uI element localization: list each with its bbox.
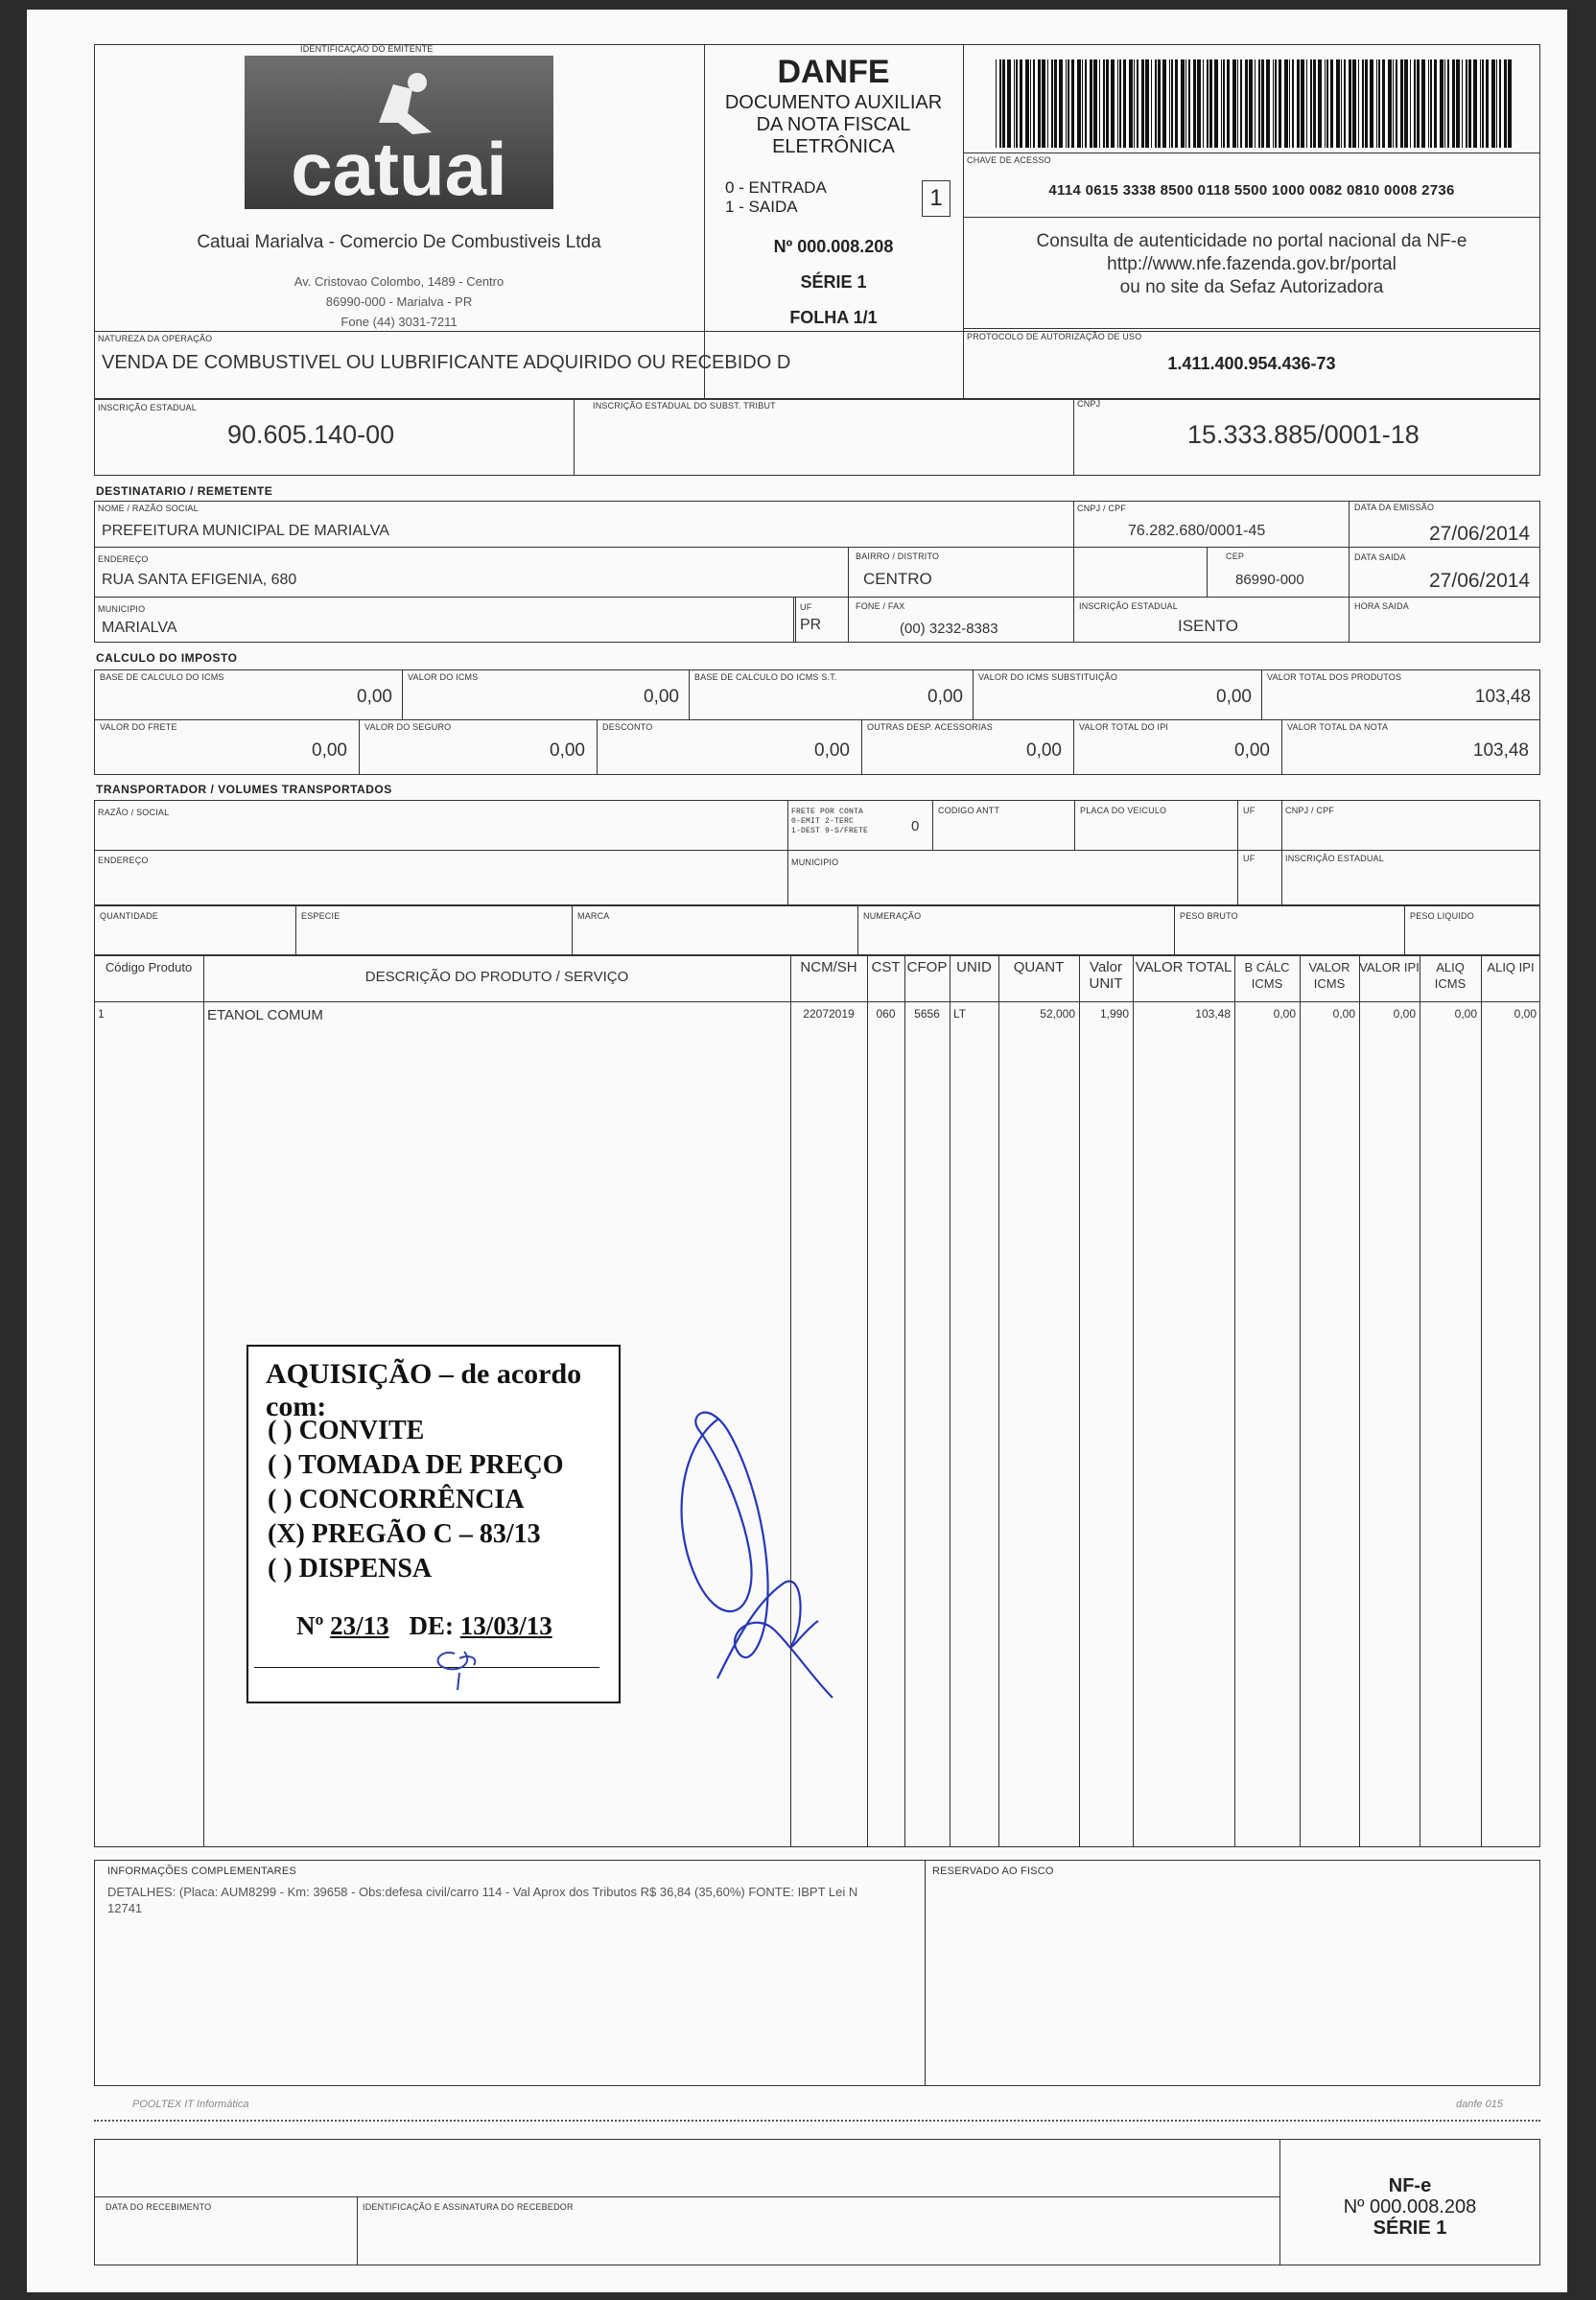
danfe-title: DANFE (777, 54, 890, 90)
barcode-bar (1466, 59, 1467, 148)
barcode-bar (1388, 59, 1392, 148)
barcode-bar (1421, 59, 1425, 148)
barcode-bar (1175, 59, 1178, 148)
barcode-bar (1393, 59, 1394, 148)
barcode-bar (1171, 59, 1173, 148)
barcode-bar (1504, 59, 1507, 148)
barcode-bar (1499, 59, 1501, 148)
barcode-bar (1209, 59, 1212, 148)
dest-endereco: RUA SANTA EFIGENIA, 680 (102, 572, 297, 588)
barcode-bar (1185, 59, 1186, 148)
imposto-label: DESCONTO (602, 722, 653, 732)
barcode-bar (1261, 59, 1264, 148)
imposto-label: BASE DE CALCULO DO ICMS S.T. (694, 672, 837, 682)
table-cell: ETANOL COMUM (207, 1007, 323, 1023)
stamp-pregao: (X) PREGÃO C – 83/13 (268, 1519, 541, 1549)
barcode-bar (1318, 59, 1322, 148)
barcode-bar (1279, 59, 1281, 148)
product-header: UNID (956, 959, 992, 975)
consulta-url[interactable]: http://www.nfe.fazenda.gov.br/portal (1107, 254, 1396, 274)
imposto-label: VALOR TOTAL DA NOTA (1287, 722, 1389, 732)
dest-nome: PREFEITURA MUNICIPAL DE MARIALVA (102, 523, 389, 539)
stamp-title: AQUISIÇÃO – de acordo com: (266, 1358, 582, 1422)
barcode-bar (1137, 59, 1138, 148)
stamp-concorrencia: ( ) CONCORRÊNCIA (268, 1485, 525, 1514)
barcode-bar (1365, 59, 1368, 148)
nf-number: Nº 000.008.208 (773, 237, 894, 256)
protocolo-value: 1.411.400.954.436-73 (1167, 354, 1336, 373)
nf-serie: SÉRIE 1 (800, 272, 867, 292)
barcode-bar (1430, 59, 1432, 148)
barcode-bar (1486, 59, 1489, 148)
barcode-bar (1245, 59, 1248, 148)
operation-type-box: 1 (922, 180, 951, 217)
barcode-bar (1358, 59, 1359, 148)
imposto-value: 0,00 (550, 740, 585, 761)
barcode-bar (1103, 59, 1105, 148)
frete-value: 0 (911, 818, 920, 834)
barcode-bar (1099, 59, 1100, 148)
barcode-bar (1452, 59, 1455, 148)
barcode-bar (1158, 59, 1161, 148)
access-key: 4114 0615 3338 8500 0118 5500 1000 0082 0810 0008 2736 (1048, 182, 1455, 199)
stamp-data: 13/03/13 (459, 1611, 552, 1640)
barcode-bar (1400, 59, 1403, 148)
barcode-bar (1396, 59, 1397, 148)
table-cell: 060 (876, 1007, 896, 1021)
table-cell: 103,48 (1195, 1007, 1231, 1021)
consulta-line-1: Consulta de autenticidade no portal nacional da NF-e (1036, 231, 1467, 251)
protocolo-label: PROTOCOLO DE AUTORIZAÇÃO DE USO (967, 332, 1142, 341)
barcode-bar (1123, 59, 1126, 148)
barcode-bar (1002, 59, 1005, 148)
danfe-subtitle-2: DA NOTA FISCAL (756, 114, 911, 135)
barcode-bar (1014, 59, 1015, 148)
barcode-bar (1038, 59, 1041, 148)
emitter-address: Av. Cristovao Colombo, 1489 - Centro (293, 274, 505, 289)
barcode-bar (1051, 59, 1053, 148)
imposto-value: 103,48 (1474, 687, 1531, 707)
nf-folha: FOLHA 1/1 (789, 308, 878, 327)
emitter-phone: Fone (44) 3031-7211 (340, 315, 458, 329)
reservado-label: RESERVADO AO FISCO (932, 1866, 1054, 1877)
barcode-bar (1341, 59, 1342, 148)
software-footer: POOLTEX IT Informática (132, 2099, 249, 2110)
imposto-value: 0,00 (814, 740, 850, 761)
imposto-label: BASE DE CALCULO DO ICMS (100, 672, 224, 682)
barcode-bar (1181, 59, 1185, 148)
product-header: VALOR TOTAL (1135, 959, 1232, 975)
barcode-bar (1414, 59, 1416, 148)
stub-nfe: NF-e (1388, 2175, 1432, 2196)
barcode-bar (1188, 59, 1190, 148)
info-text: DETALHES: (Placa: AUM8299 - Km: 39658 - Obs:defesa civil/carro 114 - Val Aprox dos Tributos R$ 36,84 (35,60%) FONTE: IBPT Lei N 12741 (107, 1885, 858, 1915)
table-cell: 1,990 (1099, 1007, 1129, 1021)
product-header: DESCRIÇÃO DO PRODUTO / SERVIÇO (364, 969, 629, 985)
barcode-bar (1344, 59, 1346, 148)
imposto-title: CALCULO DO IMPOSTO (96, 651, 238, 665)
barcode-bar (1221, 59, 1222, 148)
dest-cep: 86990-000 (1235, 572, 1304, 588)
volume-label: PESO BRUTO (1180, 911, 1238, 921)
barcode-bar (1141, 59, 1144, 148)
barcode-bar (1284, 59, 1288, 148)
barcode-bar (1404, 59, 1408, 148)
barcode-bar (1237, 59, 1238, 148)
imposto-label: VALOR TOTAL DO IPI (1079, 722, 1169, 732)
emitter-city: 86990-000 - Marialva - PR (325, 294, 473, 309)
dest-saida: 27/06/2014 (1429, 570, 1531, 592)
barcode-bar (1352, 59, 1356, 148)
barcode-bar (1326, 59, 1328, 148)
table-cell: 0,00 (1332, 1007, 1355, 1021)
barcode (996, 59, 1517, 148)
imposto-label: OUTRAS DESP. ACESSORIAS (867, 722, 993, 732)
table-cell: 52,000 (1040, 1007, 1075, 1021)
stamp-numero: 23/13 (330, 1611, 389, 1640)
barcode-bar (1310, 59, 1312, 148)
volume-label: PESO LIQUIDO (1410, 911, 1474, 921)
barcode-bar (1336, 59, 1340, 148)
barcode-bar (1227, 59, 1230, 148)
barcode-bar (1223, 59, 1225, 148)
imposto-value: 0,00 (357, 687, 392, 707)
imposto-value: 0,00 (927, 687, 963, 707)
barcode-bar (1082, 59, 1083, 148)
barcode-bar (1496, 59, 1497, 148)
barcode-bar (1370, 59, 1373, 148)
barcode-bar (1197, 59, 1201, 148)
volume-label: MARCA (577, 911, 610, 921)
barcode-bar (1462, 59, 1463, 148)
table-cell: 0,00 (1273, 1007, 1296, 1021)
barcode-bar (1169, 59, 1170, 148)
barcode-bar (1068, 59, 1069, 148)
product-header: ALIQ IPI (1487, 960, 1535, 974)
barcode-bar (1155, 59, 1157, 148)
cnpj-label: CNPJ (1077, 399, 1101, 409)
ie-value: 90.605.140-00 (227, 420, 395, 449)
barcode-bar (1382, 59, 1385, 148)
cnpj-value: 15.333.885/0001-18 (1187, 420, 1420, 449)
transportador-title: TRANSPORTADOR / VOLUMES TRANSPORTADOS (96, 783, 392, 796)
barcode-bar (999, 59, 1001, 148)
barcode-bar (1214, 59, 1218, 148)
barcode-bar (1129, 59, 1133, 148)
dest-ie: ISENTO (1178, 617, 1238, 635)
barcode-bar (1275, 59, 1277, 148)
natureza-value: VENDA DE COMBUSTIVEL OU LUBRIFICANTE ADQUIRIDO OU RECEBIDO D (102, 352, 791, 373)
product-header: NCM/SH (800, 959, 857, 975)
table-cell: LT (953, 1007, 967, 1021)
barcode-bar (1456, 59, 1460, 148)
barcode-bar (1020, 59, 1022, 148)
imposto-value: 0,00 (644, 687, 679, 707)
barcode-bar (1362, 59, 1364, 148)
imposto-value: 0,00 (1026, 740, 1062, 761)
imposto-value: 103,48 (1472, 740, 1529, 761)
product-header: QUANT (1013, 959, 1065, 975)
barcode-bar (1162, 59, 1166, 148)
barcode-bar (1025, 59, 1029, 148)
barcode-bar (1207, 59, 1209, 148)
barcode-bar (1376, 59, 1377, 148)
imposto-label: VALOR TOTAL DOS PRODUTOS (1267, 672, 1402, 682)
barcode-bar (1077, 59, 1081, 148)
ie-st-label: INSCRIÇÃO ESTADUAL DO SUBST. TRIBUT (593, 401, 776, 411)
barcode-bar (1468, 59, 1471, 148)
barcode-bar (1085, 59, 1087, 148)
barcode-bar (1016, 59, 1018, 148)
barcode-bar (1119, 59, 1121, 148)
saida-option: 1 - SAIDA (725, 198, 798, 216)
barcode-bar (1330, 59, 1333, 148)
barcode-bar (1417, 59, 1420, 148)
barcode-bar (1428, 59, 1429, 148)
barcode-bar (1301, 59, 1304, 148)
product-header: CFOP (906, 959, 948, 975)
emitter-logo (245, 56, 553, 209)
imposto-label: VALOR DO SEGURO (364, 722, 452, 732)
dest-fone: (00) 3232-8383 (900, 621, 998, 637)
barcode-bar (1306, 59, 1307, 148)
product-header: VALOR IPI (1359, 960, 1420, 974)
ie-label: INSCRIÇÃO ESTADUAL (98, 403, 197, 412)
emitter-name: Catuai Marialva - Comercio De Combustiveis Ltda (197, 232, 601, 252)
barcode-bar (1030, 59, 1031, 148)
volume-label: ESPECIE (301, 911, 340, 921)
natureza-label: NATUREZA DA OPERAÇÃO (98, 334, 213, 343)
table-cell: 5656 (914, 1007, 940, 1021)
barcode-bar (1117, 59, 1118, 148)
barcode-bar (1090, 59, 1092, 148)
barcode-bar (1071, 59, 1074, 148)
barcode-bar (1240, 59, 1242, 148)
dest-cnpj: 76.282.680/0001-45 (1128, 523, 1266, 539)
destinatario-title: DESTINATARIO / REMETENTE (96, 484, 273, 498)
entrada-option: 0 - ENTRADA (725, 178, 827, 197)
table-cell: 0,00 (1454, 1007, 1477, 1021)
stub-serie: SÉRIE 1 (1373, 2218, 1447, 2239)
barcode-bar (1093, 59, 1097, 148)
access-key-label: CHAVE DE ACESSO (967, 155, 1051, 165)
imposto-label: VALOR DO ICMS (408, 672, 479, 682)
barcode-bar (1145, 59, 1149, 148)
dest-bairro: CENTRO (863, 570, 932, 588)
barcode-bar (1491, 59, 1495, 148)
danfe-subtitle-1: DOCUMENTO AUXILIAR (724, 92, 943, 113)
product-header: CST (871, 959, 901, 975)
barcode-bar (1007, 59, 1011, 148)
barcode-bar (1249, 59, 1253, 148)
barcode-bar (1066, 59, 1067, 148)
barcode-bar (1033, 59, 1035, 148)
barcode-bar (1434, 59, 1437, 148)
stamp-convite: ( ) CONVITE (268, 1416, 425, 1445)
barcode-bar (1482, 59, 1484, 148)
barcode-bar (1289, 59, 1290, 148)
barcode-bar (1134, 59, 1135, 148)
barcode-bar (1232, 59, 1236, 148)
barcode-bar (1059, 59, 1063, 148)
danfe-document: IDENTIFICAÇÃO DO EMITENTE catuai Catuai Marialva - Comercio De Combustiveis Ltda Av. Cristovao Colombo, 1489 - Centro 86990-000 - Marialva - PR Fone (44) 3031-7211 DANFE DOCUMENTO AUXILIAR DA NOTA FISCAL ELETRÔNICA 0 - ENTRADA 1 - SAIDA 1 Nº 000.008.208 SÉRIE 1 FOLHA 1/1 CHAVE DE ACESSO 4114 0615 3338 8500 0118 5500 1000 0082 0810 0008 2736 Consulta de autenticidade no portal nacional da NF-e http://www.nfe.fazenda.gov.br/portal ou no site da Sefaz Autorizadora NATUREZA DA OPERAÇÃO VENDA DE COMBUSTIVEL OU LUBRIFICANTE ADQUIRIDO OU RECEBIDO D PROTOCOLO DE AUTORIZAÇÃO DE USO 1.411.400.954.436-73 INSCRIÇÃO ESTADUAL 90.605.140-00 INSCRIÇÃO ESTADUAL DO SUBST. TRIBUT CNPJ 15.333.885/0001-18 DESTINATARIO / REMETENTE NOME / RAZÃO SOCIAL PREFEITURA MUNICIPAL DE MARIALVA CNPJ / CPF 76.282.680/0001-45 DATA DA EMISSÃO 27/06/2014 ENDEREÇO RUA SANTA EFIGENIA, 680 BAIRRO / DISTRITO CENTRO CEP 86990-000 DATA SAIDA 27/06/2014 MUNICIPIO MARIALVA UF PR FONE / FAX (00) 3232-8383 INSCRIÇÃO ESTADUAL ISENTO HORA SAIDA CALCULO DO IMPOSTO TRANSPORTADOR / VOLUMES TRANSPORTADOS RAZÃO / SOCIAL FRETE POR CONTA 0-EMIT 2-TERC 1-DEST 9-S/FRETE 0 CODIGO ANTT PLACA DO VEICULO UF CNPJ / CPF ENDEREÇO MUNICIPIO UF INSCRIÇÃO ESTADUAL AQUISIÇÃO – de acordo com: ( ) CONVITE ( ) TOMADA DE PREÇO ( ) CONCORRÊNCIA (X) PREGÃO C – 83/13 ( ) DISPENSA Nº 23/13 DE: 13/03/13 INFORMAÇÕES COMPLEMENTARES DETALHES: (Placa: AUM8299 - Km: 39658 - Obs:defesa civil/carro 114 - Val Aprox dos Tributos R$ 36,84 (35,60%) FONTE: IBPT Lei N 12741 RESERVADO AO FISCO POOLTEX IT Informática danfe 015 DATA DO RECEBIMENTO IDENTIFICAÇÃO E ASSINATURA DO RECEBEDOR NF-e Nº 000.008.208 SÉRIE 1 BASE DE CALCULO DO ICMS 0,00 VALOR DO ICMS 0,00 BASE DE CALCULO DO ICMS S.T. 0,00 VALOR DO ICMS SUBSTITUIÇÃO 0,00 VALOR TOTAL DOS PRODUTOS 103,48 VALOR DO FRETE 0,00 VALOR DO SEGURO 0,00 DESCONTO 0,00 OUTRAS DESP. ACESSORIAS 0,00 VALOR TOTAL DO IPI 0,00 VALOR TOTAL DA NOTA 103,48 QUANTIDADE ESPECIE MARCA NUMERAÇÃO PESO BRUTO PESO LIQUIDO Código Produto DESCRIÇÃO DO PRODUTO / SERVIÇO NCM/SH CST CFOP UNID QUANT Valor UNIT VALOR TOTAL B CÁLC ICMS VALOR ICMS VALOR IPI ALIQ ICMS ALIQ IPI 1 ETANOL COMUM 22072019 060 5656 LT 52,000 1,990 103,48 0,00 0,00 0,00 0,00 0,00 (27, 10, 1567, 2292)
stub-numero: Nº 000.008.208 (1343, 2196, 1477, 2218)
table-cell: 0,00 (1393, 1007, 1416, 1021)
emitter-label: IDENTIFICAÇÃO DO EMITENTE (300, 44, 434, 54)
info-label: INFORMAÇÕES COMPLEMENTARES (107, 1866, 296, 1877)
barcode-bar (1297, 59, 1300, 148)
barcode-bar (1473, 59, 1477, 148)
barcode-bar (1111, 59, 1115, 148)
barcode-bar (1193, 59, 1196, 148)
logo-text: catuai (291, 127, 507, 209)
handwritten-signature (660, 1391, 852, 1707)
barcode-bar (1508, 59, 1512, 148)
barcode-bar (1292, 59, 1294, 148)
barcode-bar (1349, 59, 1351, 148)
product-header: Valor UNIT (1089, 959, 1123, 992)
frete-por-conta: FRETE POR CONTA 0-EMIT 2-TERC 1-DEST 9-S/FRETE (791, 808, 869, 835)
barcode-bar (1378, 59, 1380, 148)
imposto-value: 0,00 (1234, 740, 1270, 761)
barcode-bar (1106, 59, 1109, 148)
dest-municipio: MARIALVA (102, 620, 177, 636)
dest-uf: PR (800, 617, 822, 633)
barcode-bar (1203, 59, 1204, 148)
product-header: ALIQ ICMS (1434, 960, 1467, 991)
barcode-bar (1440, 59, 1443, 148)
product-header: Código Produto (105, 960, 193, 974)
danfe-subtitle-3: ELETRÔNICA (772, 136, 895, 157)
stamp-dispensa: ( ) DISPENSA (268, 1554, 433, 1584)
imposto-label: VALOR DO FRETE (100, 722, 177, 732)
barcode-bar (1273, 59, 1274, 148)
product-header: VALOR ICMS (1308, 960, 1350, 991)
stamp-initials-signature (421, 1634, 488, 1692)
danfe-footer: danfe 015 (1456, 2099, 1503, 2110)
barcode-bar (1480, 59, 1481, 148)
volume-label: NUMERAÇÃO (863, 911, 922, 921)
imposto-value: 0,00 (1216, 687, 1252, 707)
product-header: B CÁLC ICMS (1244, 960, 1290, 991)
volume-label: QUANTIDADE (100, 911, 159, 921)
acquisition-stamp: AQUISIÇÃO – de acordo com: ( ) CONVITE ( ) TOMADA DE PREÇO ( ) CONCORRÊNCIA (X) PREGÃO C – 83/13 ( ) DISPENSA Nº 23/13 DE: 13/03/13 (246, 1345, 621, 1703)
dest-emissao: 27/06/2014 (1429, 523, 1531, 545)
table-cell: 22072019 (803, 1007, 855, 1021)
barcode-bar (1054, 59, 1057, 148)
barcode-bar (1444, 59, 1445, 148)
imposto-label: VALOR DO ICMS SUBSTITUIÇÃO (978, 672, 1118, 682)
barcode-bar (1410, 59, 1411, 148)
table-cell: 1 (98, 1007, 105, 1021)
barcode-bar (1255, 59, 1256, 148)
consulta-line-3: ou no site da Sefaz Autorizadora (1119, 277, 1384, 297)
barcode-bar (1047, 59, 1048, 148)
barcode-bar (1447, 59, 1449, 148)
barcode-bar (996, 59, 997, 148)
stamp-tomada: ( ) TOMADA DE PREÇO (268, 1450, 564, 1480)
barcode-bar (1266, 59, 1270, 148)
barcode-bar (1313, 59, 1316, 148)
barcode-bar (1042, 59, 1045, 148)
barcode-bar (1151, 59, 1152, 148)
table-cell: 0,00 (1514, 1007, 1537, 1021)
barcode-bar (1325, 59, 1326, 148)
barcode-bar (1258, 59, 1260, 148)
imposto-value: 0,00 (312, 740, 347, 761)
